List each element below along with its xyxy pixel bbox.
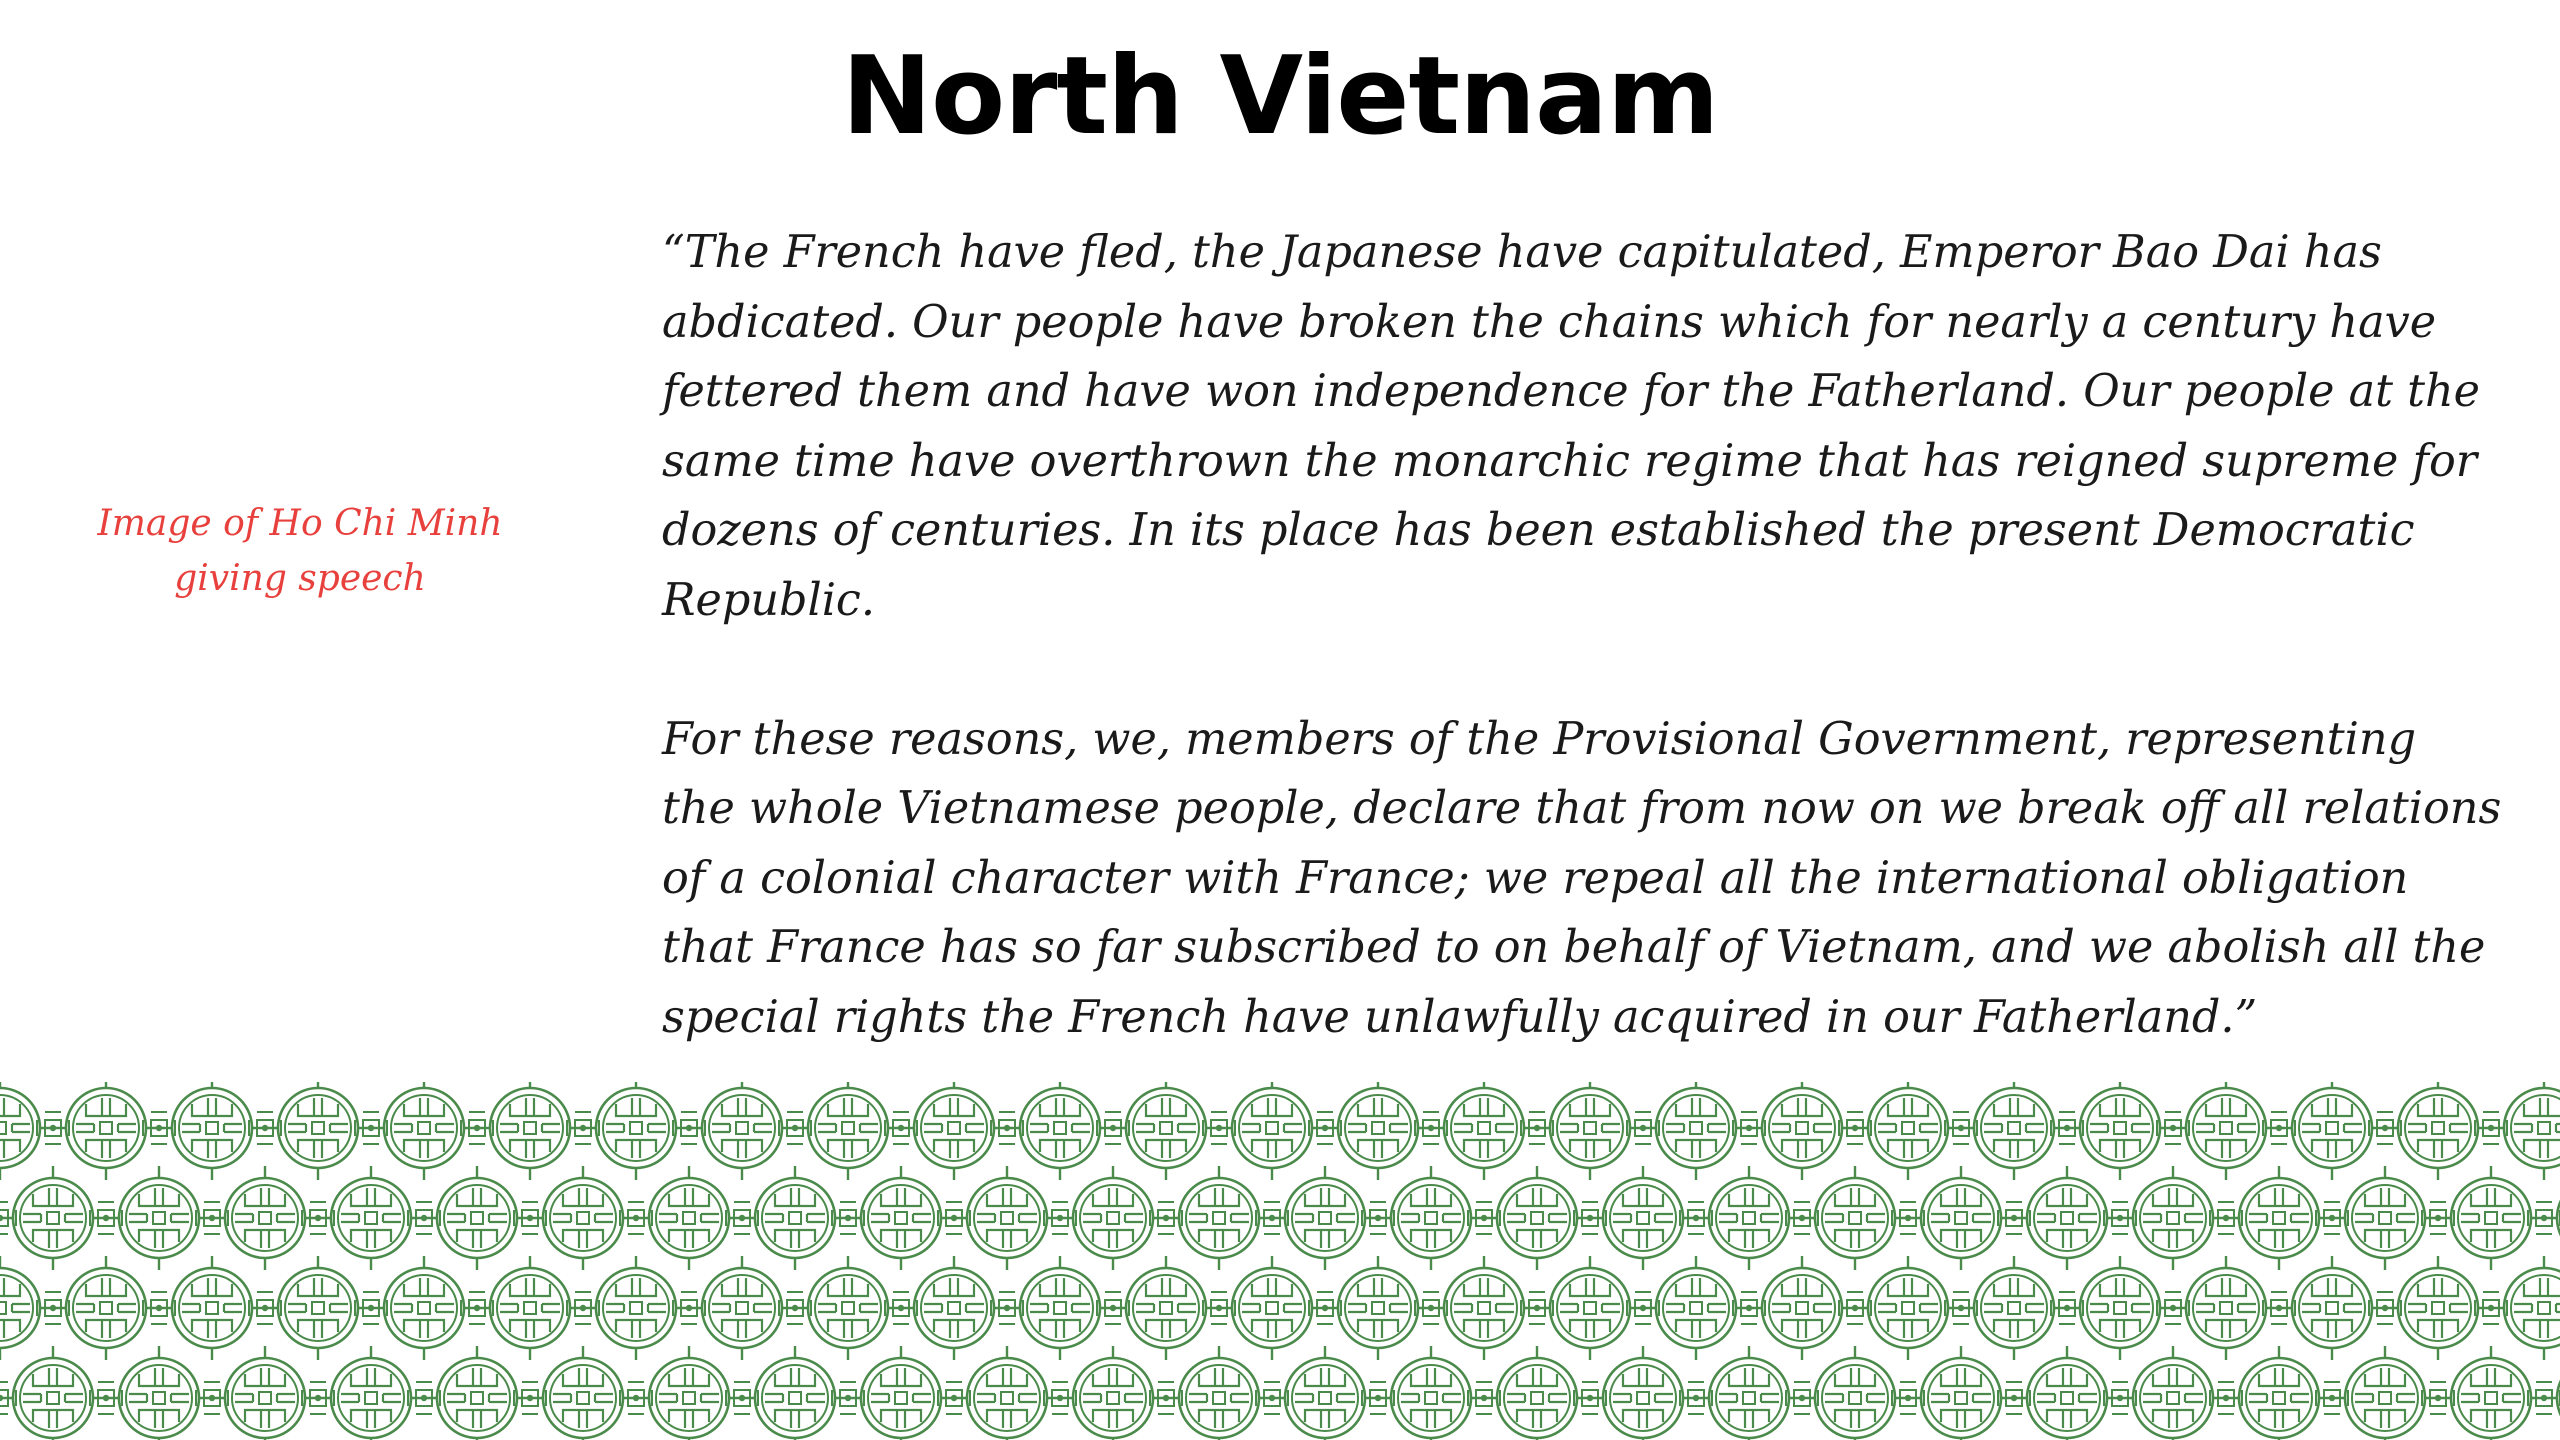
- medallion-icon: [2492, 1082, 2560, 1180]
- quote-paragraph-1: “The French have fled, the Japanese have capitulated, Emperor Bao Dai has abdicated. Our people have broken the chains which for nearly a century have fettered them and have won independence for the Fatherland. Our people at the same time have overthrown the monarchic regime that has reigned supreme for dozens of centuries. In its place has been established the present Democratic Republic.: [662, 227, 2481, 626]
- medallion-icon: [2492, 1256, 2560, 1360]
- slide-title: North Vietnam: [841, 34, 1719, 159]
- medallion-icon: [2545, 1166, 2560, 1270]
- image-placeholder-caption: Image of Ho Chi Minh giving speech: [97, 503, 503, 599]
- quote-block: [662, 218, 2502, 1052]
- decorative-pattern-border: [0, 1082, 2560, 1440]
- quote-paragraph-2: For these reasons, we, members of the Provisional Government, representing the whole Vietnamese people, declare that from now on we break off all relations of a colonial character with France; we repeal all the international obligation that France has so far subscribed to on behalf of Vietnam, and we abolish all the special rights the French have unlawfully acquired in our Fatherland.”: [662, 713, 2502, 1043]
